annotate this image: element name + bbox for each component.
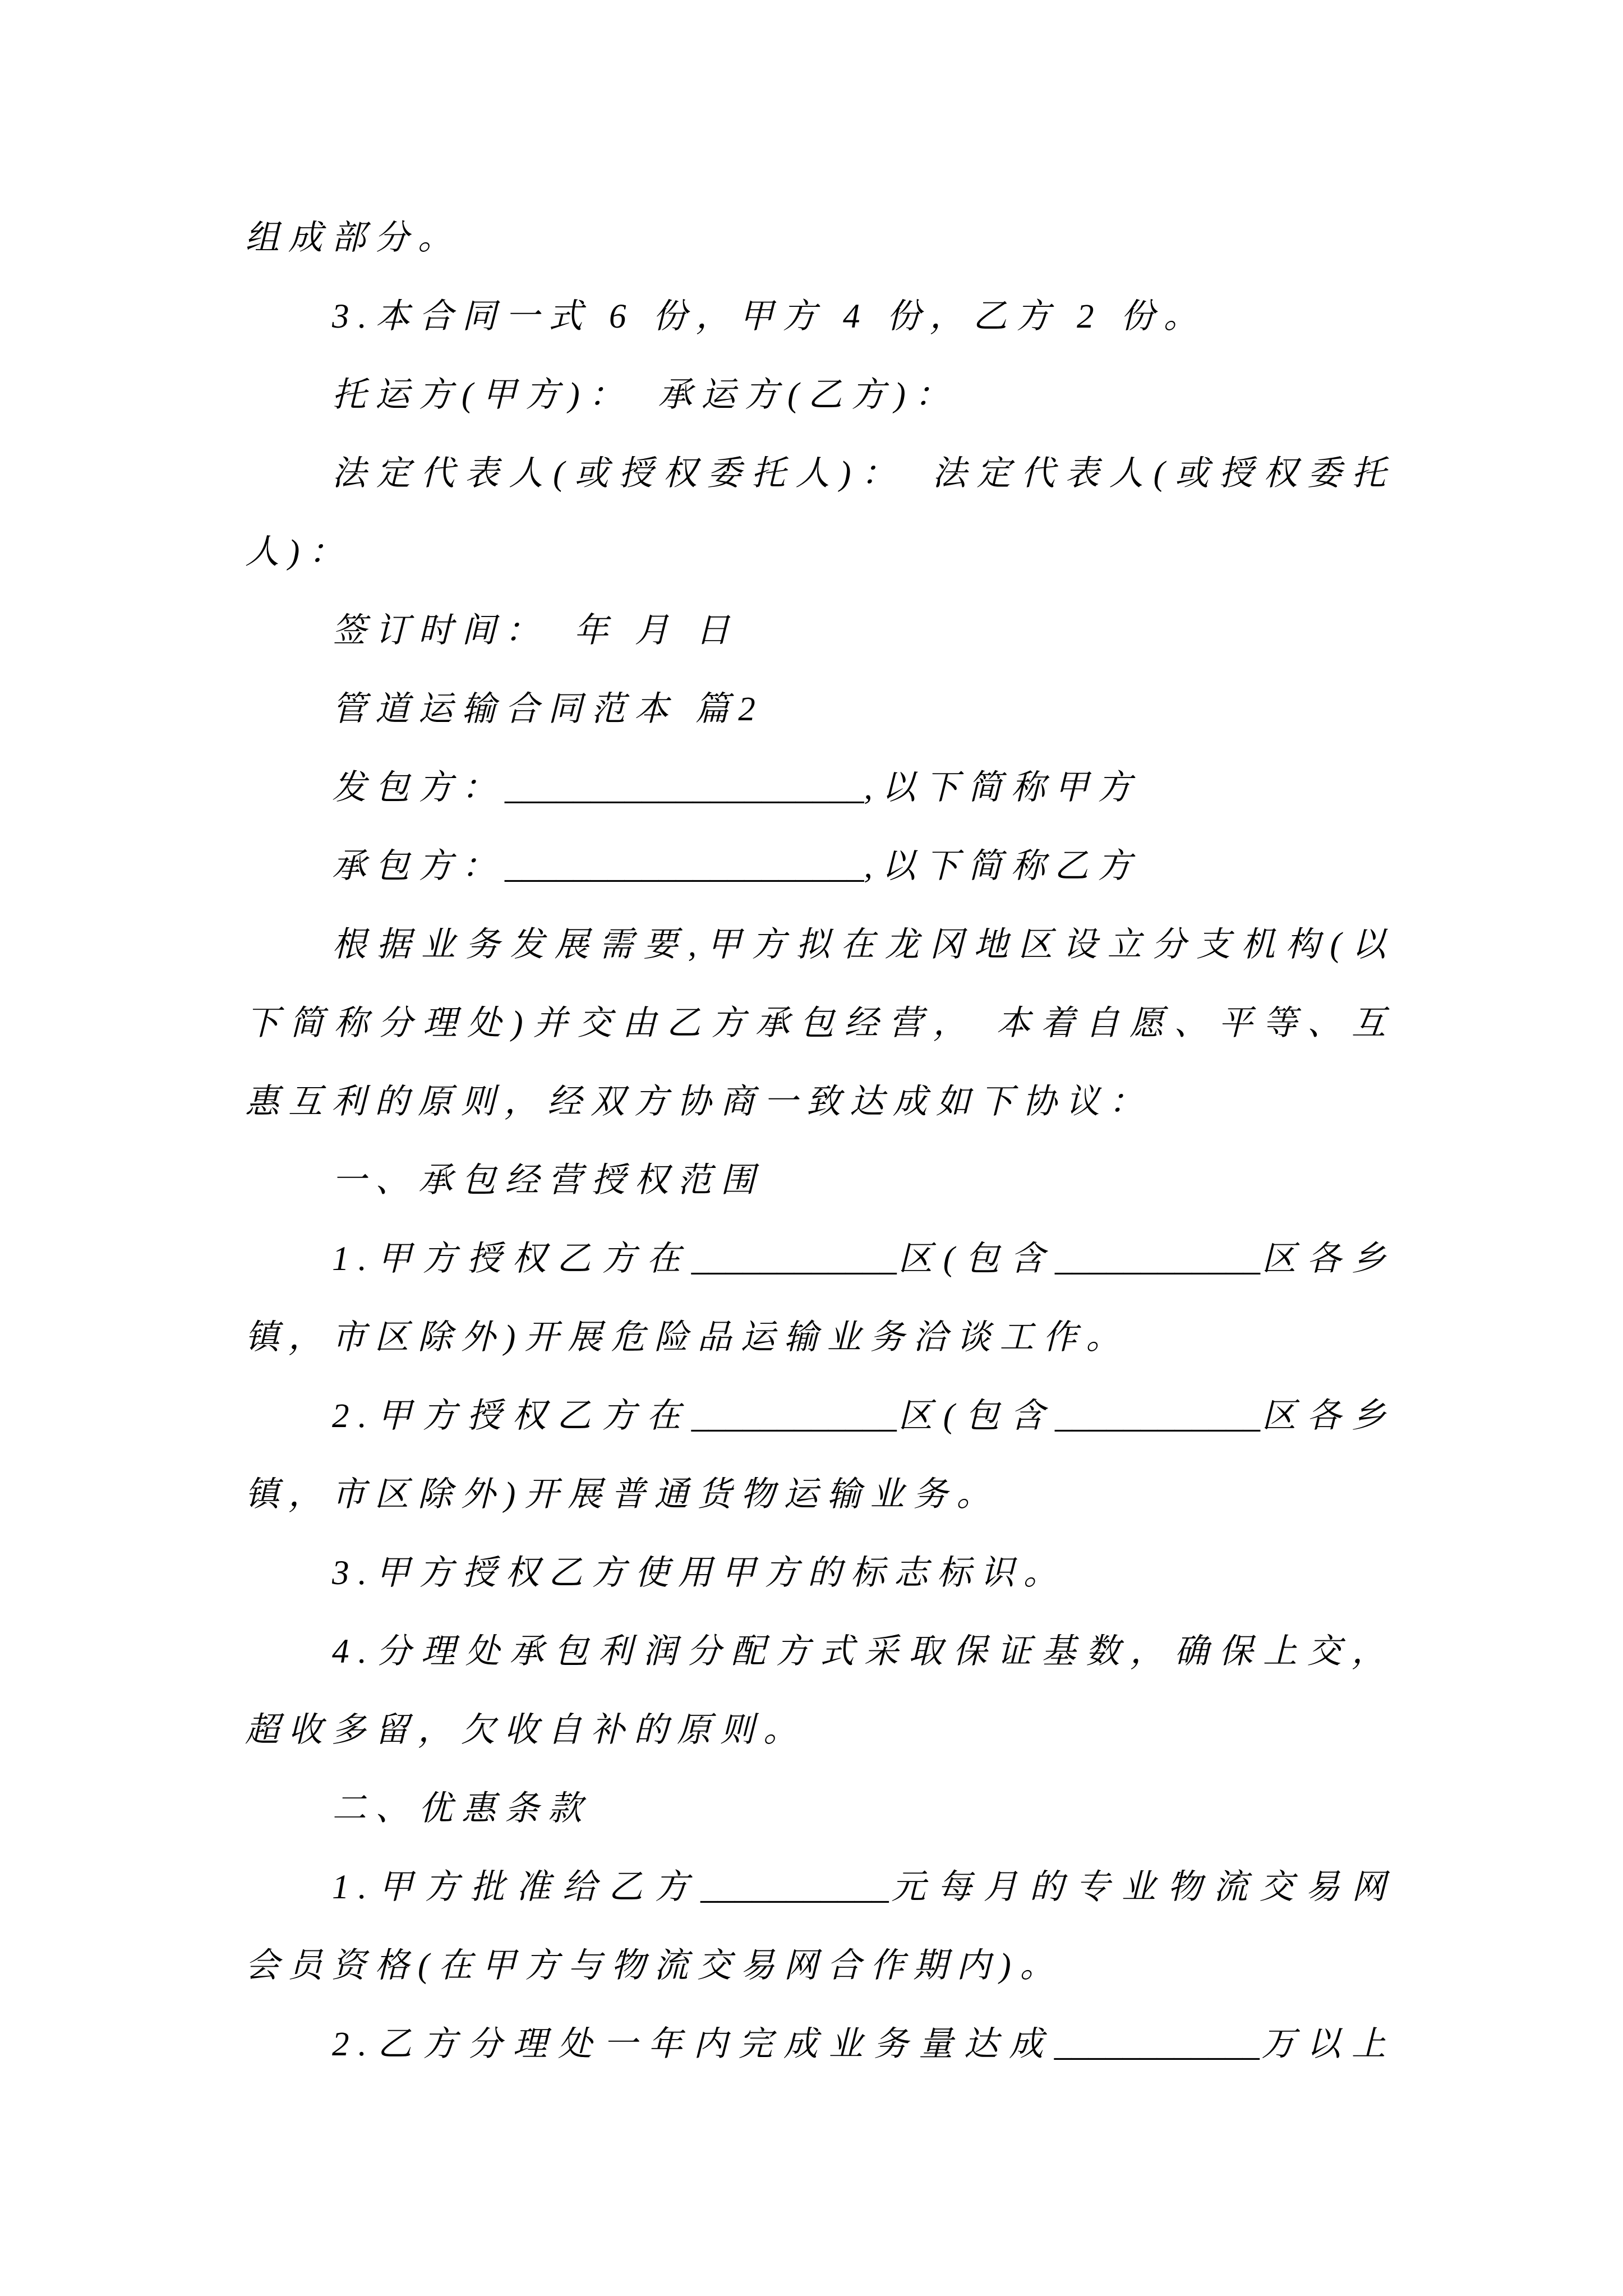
text-run: 组成部分。 — [245, 219, 462, 257]
text-run: 承包方： — [332, 848, 505, 885]
text-run: 元每月的专业物流交易网 — [888, 1869, 1395, 1906]
text-run: 3.甲方授权乙方使用甲方的标志标识。 — [332, 1554, 1067, 1592]
document-line — [245, 1220, 1395, 1299]
document-line — [245, 1691, 1395, 1770]
document-line — [245, 1456, 1395, 1534]
blank-underline: ____________ — [1054, 1397, 1260, 1435]
document-line — [245, 1142, 1395, 1220]
text-run: 根据业务发展需要,甲方拟在龙冈地区设立分支机构(以 — [332, 926, 1395, 964]
text-run: 3.本合同一式 6 份，甲方 4 份，乙方 2 份。 — [332, 298, 1207, 335]
text-run: 区各乡 — [1260, 1240, 1395, 1278]
text-run: 1.甲方批准给乙方 — [332, 1869, 701, 1906]
text-run: 一、承包经营授权范围 — [332, 1162, 764, 1199]
text-run: 会员资格(在甲方与物流交易网合作期内)。 — [245, 1947, 1063, 1985]
document-line — [245, 1377, 1395, 1456]
blank-underline: ____________ — [691, 1240, 897, 1278]
blank-underline: _____________________ — [505, 769, 864, 807]
document-line — [245, 670, 1395, 749]
document-line — [245, 435, 1395, 513]
document-line — [245, 906, 1395, 984]
text-run: 管道运输合同范本 篇2 — [332, 691, 764, 728]
text-run: 4.分理处承包利润分配方式采取保证基数，确保上交， — [332, 1633, 1395, 1671]
text-run: 区(包含 — [896, 1240, 1055, 1278]
document-line — [245, 1848, 1395, 1927]
document-line — [245, 984, 1395, 1063]
text-run: 二、优惠条款 — [332, 1790, 592, 1828]
text-run: 签订时间： 年 月 日 — [332, 612, 739, 650]
text-run: 镇，市区除外)开展普通货物运输业务。 — [245, 1476, 1000, 1513]
document-line — [245, 749, 1395, 827]
text-run: 惠互利的原则，经双方协商一致达成如下协议： — [245, 1083, 1152, 1121]
text-run: 区各乡 — [1260, 1397, 1395, 1435]
document-line — [245, 1063, 1395, 1142]
document-line — [245, 1927, 1395, 2005]
document-line — [245, 1534, 1395, 1613]
document-line — [245, 1613, 1395, 1691]
document-line — [245, 356, 1395, 435]
blank-underline: ____________ — [691, 1397, 897, 1435]
blank-underline: ___________ — [700, 1869, 889, 1906]
text-run: ,以下简称甲方 — [864, 769, 1141, 807]
blank-underline: ____________ — [1054, 1240, 1260, 1278]
text-run: 法定代表人(或授权委托人)： 法定代表人(或授权委托 — [332, 455, 1395, 493]
document-line — [245, 1299, 1395, 1377]
document-line — [245, 827, 1395, 906]
blank-underline: ____________ — [1054, 2026, 1260, 2063]
text-run: 下简称分理处)并交由乙方承包经营， 本着自愿、平等、互 — [245, 1005, 1395, 1042]
text-run: 区(包含 — [896, 1397, 1055, 1435]
text-run: 发包方： — [332, 769, 505, 807]
text-run: 托运方(甲方)： 承运方(乙方)： — [332, 376, 958, 414]
document-line — [245, 278, 1395, 356]
document-body — [245, 199, 1395, 2084]
text-run: 2.乙方分理处一年内完成业务量达成 — [332, 2026, 1054, 2063]
text-run: 人)： — [245, 533, 352, 571]
document-line — [245, 199, 1395, 278]
text-run: 2.甲方授权乙方在 — [332, 1397, 691, 1435]
document-line — [245, 592, 1395, 670]
text-run: 1.甲方授权乙方在 — [332, 1240, 691, 1278]
text-run: 万以上 — [1259, 2026, 1395, 2063]
text-run: ,以下简称乙方 — [864, 848, 1141, 885]
document-line — [245, 513, 1395, 592]
blank-underline: _____________________ — [505, 848, 864, 885]
document-line — [245, 1770, 1395, 1848]
text-run: 超收多留，欠收自补的原则。 — [245, 1711, 807, 1749]
text-run: 镇，市区除外)开展危险品运输业务洽谈工作。 — [245, 1319, 1129, 1356]
document-line — [245, 2005, 1395, 2084]
